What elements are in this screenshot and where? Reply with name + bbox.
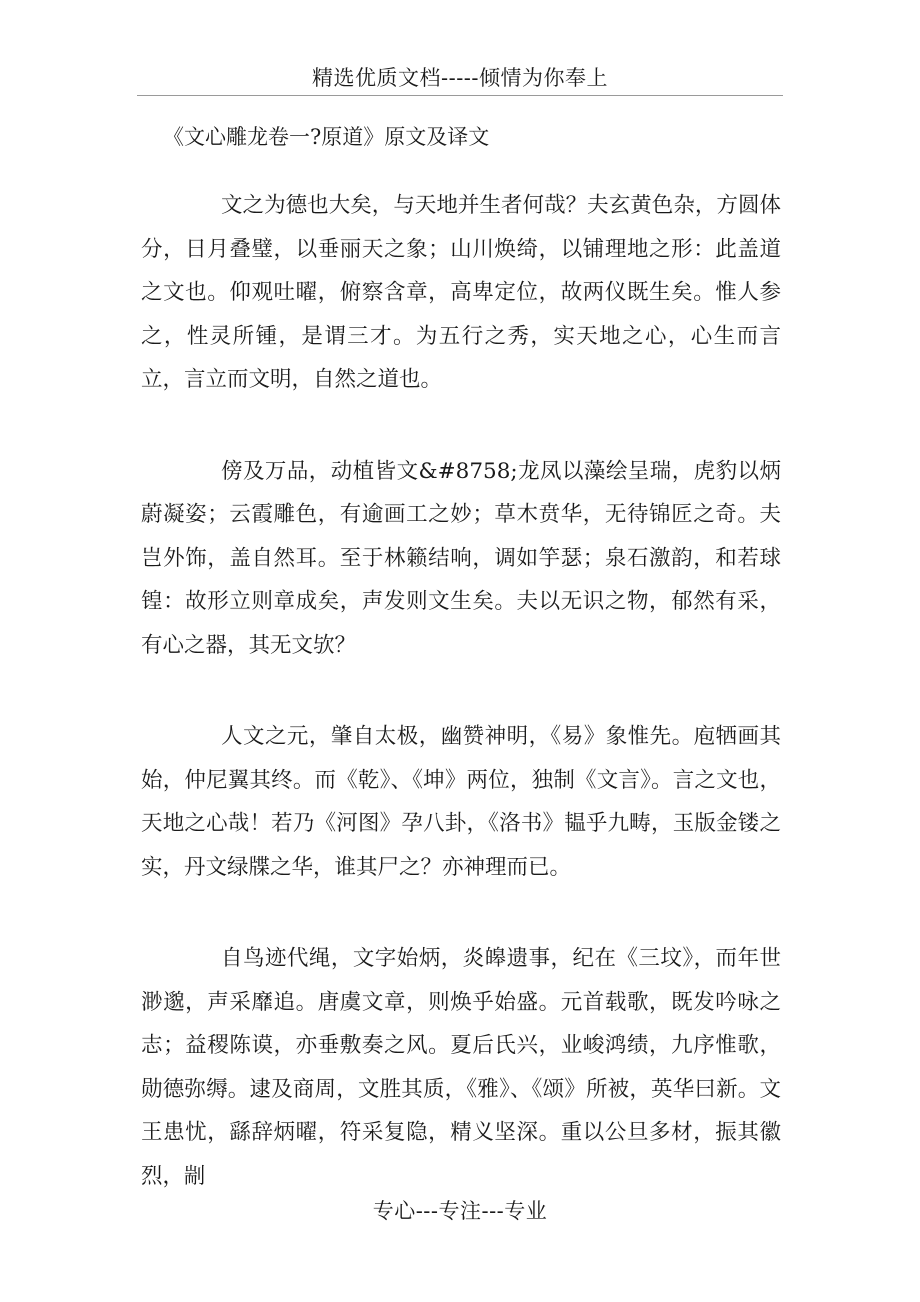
paragraph-2: 傍及万品，动植皆文&#8758;龙凤以藻绘呈瑞，虎豹以炳蔚凝姿；云霞雕色，有逾画工之妙；草木贲华，无待锦匠之奇。夫岂外饰，盖自然耳。至于林籁结响，调如竽瑟；泉石激韵，和若球锽：故形立则章成矣，声发则文生矣。夫以无识之物，郁然有采，有心之器，其无文欤？ — [141, 458, 781, 658]
document-body — [141, 184, 781, 1246]
paragraph-3: 人文之元，肇自太极，幽赞神明，《易》象惟先。庖牺画其始，仲尼翼其终。而《乾》、《坤》两位，独制《文言》。言之文也，天地之心哉！若乃《河图》孕八卦，《洛书》韫乎九畴，玉版金镂之实，丹文绿牒之华，谁其尸之？亦神理而已。 — [141, 724, 781, 880]
paragraph-1: 文之为德也大矣，与天地并生者何哉？夫玄黄色杂，方圆体分，日月叠璧，以垂丽天之象；山川焕绮，以铺理地之形：此盖道之文也。仰观吐曜，俯察含章，高卑定位，故两仪既生矣。惟人参之，性灵所锺，是谓三才。为五行之秀，实天地之心，心生而言立，言立而文明，自然之道也。 — [141, 193, 781, 392]
document-title: 《文心雕龙卷一?原道》原文及译文 — [163, 125, 490, 149]
page-footer: 专心---专注---专业 — [372, 1199, 548, 1223]
paragraph-4: 自鸟迹代绳，文字始炳，炎皞遗事，纪在《三坟》，而年世渺邈，声采靡追。唐虞文章，则焕乎始盛。元首载歌，既发吟咏之志；益稷陈谟，亦垂敷奏之风。夏后氏兴，业峻鸿绩，九序惟歌，勋德弥缛。逮及商周，文胜其质，《雅》、《颂》所被，英华曰新。文王患忧，繇辞炳曜，符采复隐，精义坚深。重以公旦多材，振其徽烈，剬 — [141, 946, 781, 1189]
header-divider — [137, 95, 783, 96]
page-header: 精选优质文档-----倾情为你奉上 — [312, 66, 608, 90]
